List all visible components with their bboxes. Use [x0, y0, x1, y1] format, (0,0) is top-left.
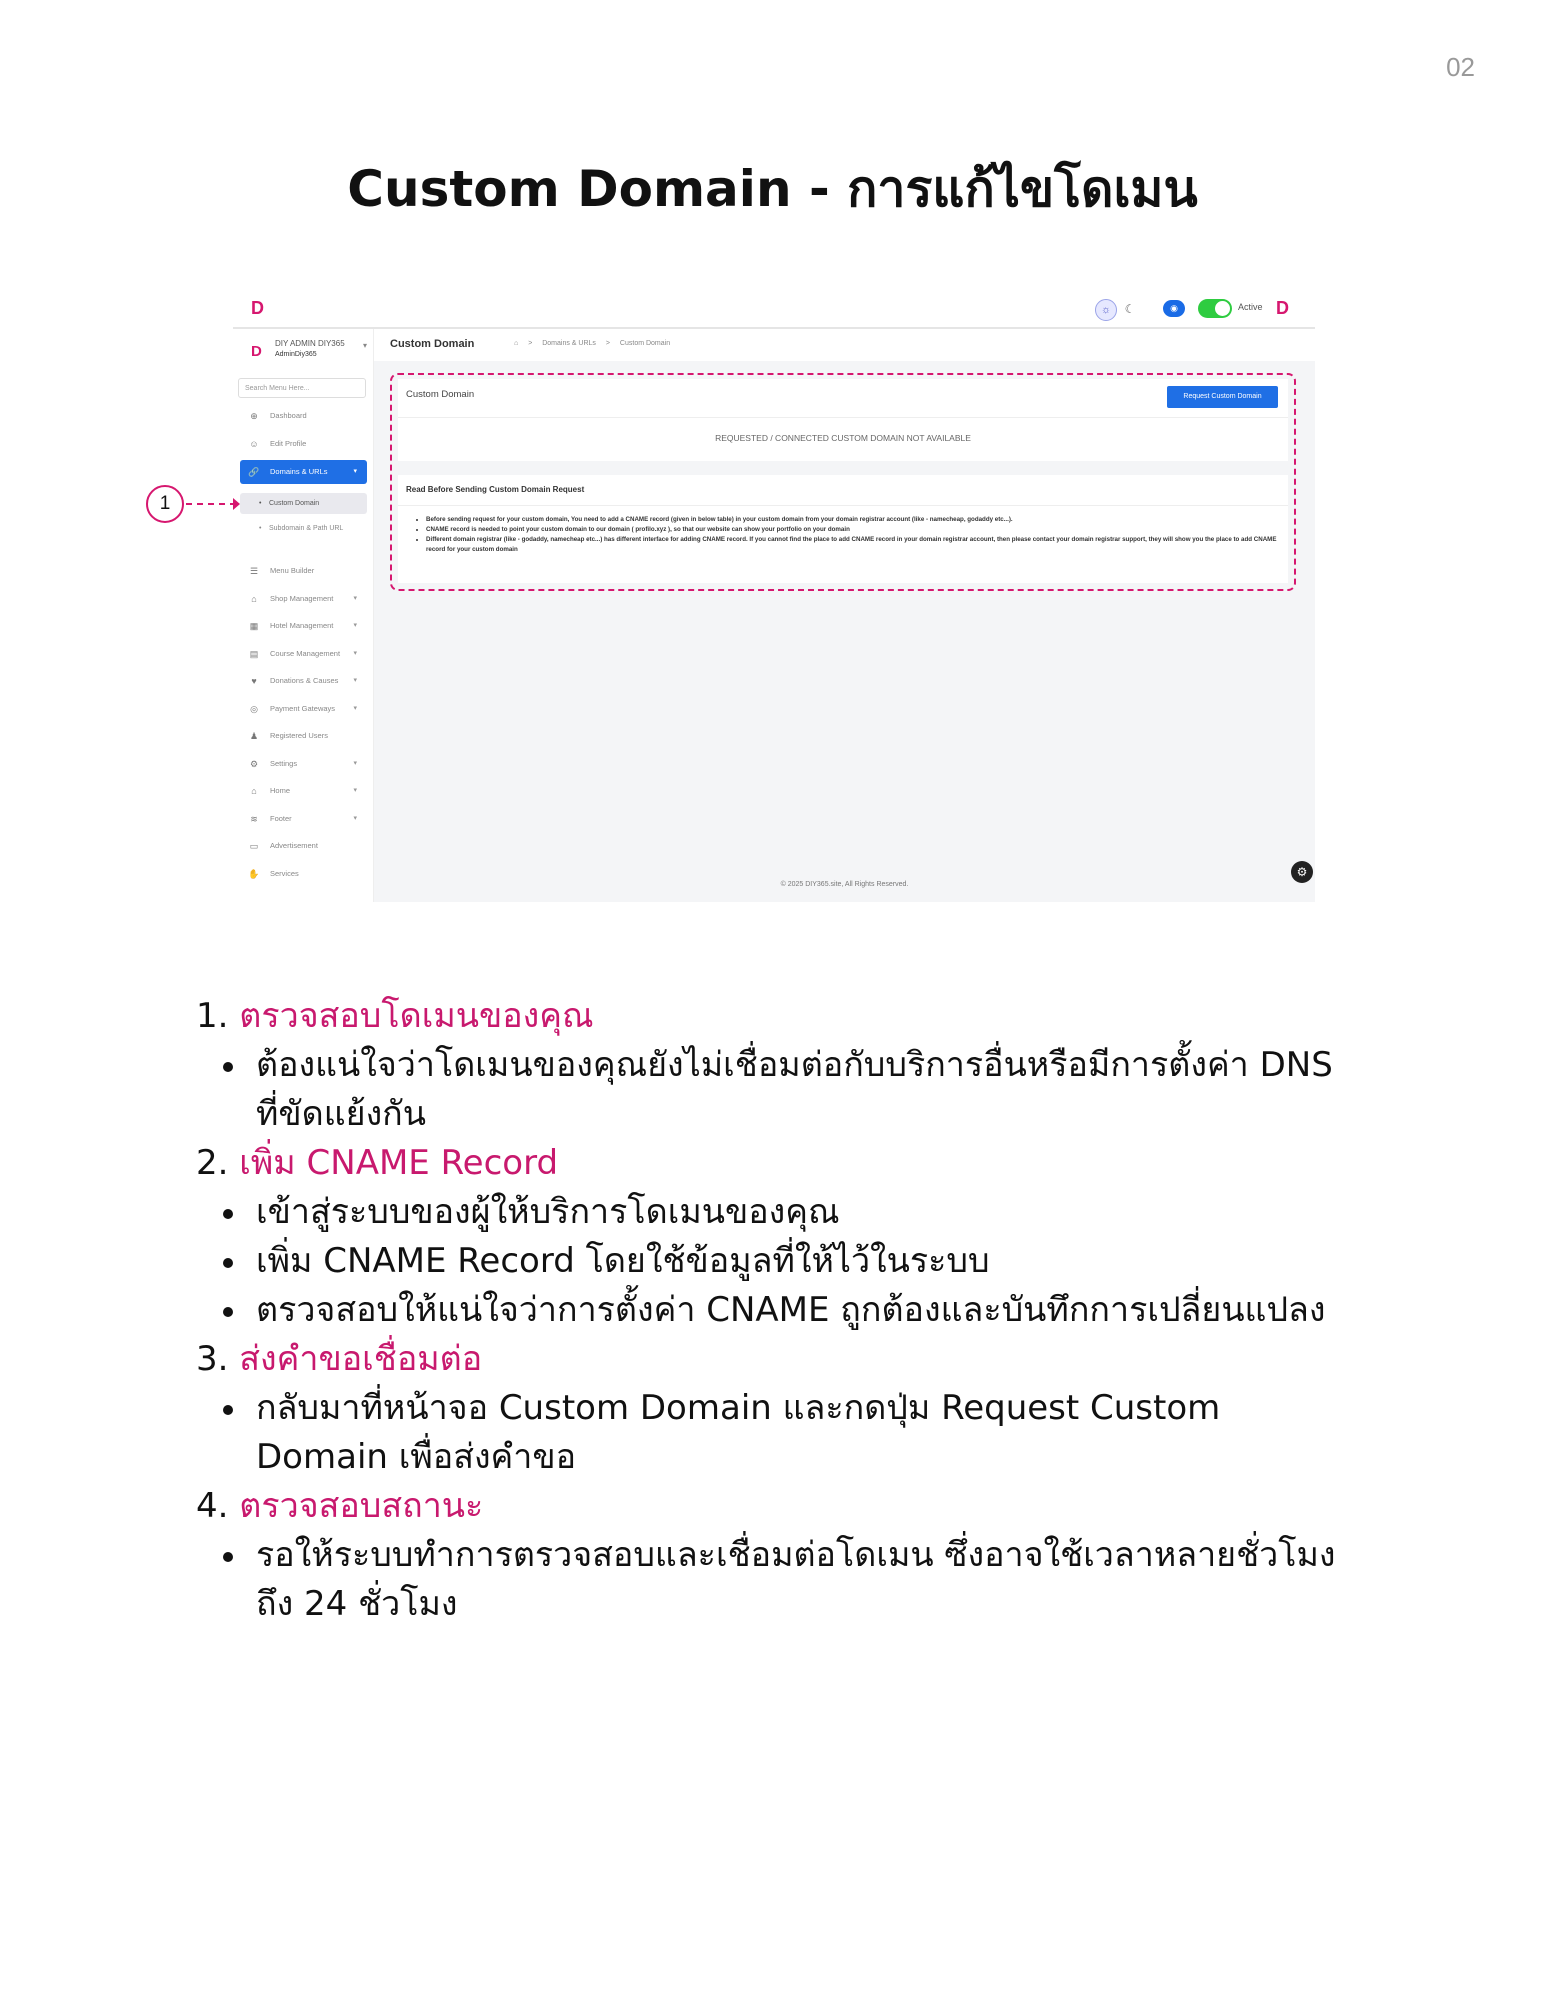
sidebar-item-label: Registered Users — [270, 731, 328, 740]
step-bullet: ตรวจสอบให้แน่ใจว่าการตั้งค่า CNAME ถูกต้องและบันทึกการเปลี่ยนแปลง — [196, 1286, 1356, 1335]
sidebar-item-label: Shop Management — [270, 594, 334, 603]
dashboard-icon: ⊕ — [250, 411, 258, 421]
sidebar-item-dashboard[interactable] — [240, 404, 367, 428]
breadcrumb-item: Custom Domain — [619, 340, 671, 347]
user-id: AdminDiy365 — [275, 351, 317, 358]
ad-icon: ▭ — [249, 841, 259, 851]
step-title: ส่งคำขอเชื่อมต่อ — [239, 1339, 483, 1379]
sidebar-item-label: Donations & Causes — [270, 676, 339, 685]
sidebar-item-edit-profile[interactable] — [240, 432, 367, 456]
bullet-icon: • — [259, 525, 262, 532]
sidebar-item-label: Hotel Management — [270, 621, 334, 630]
custom-domain-card — [398, 379, 1288, 461]
users-icon: ♟ — [249, 731, 259, 741]
sidebar-subitem-custom-domain[interactable] — [240, 493, 367, 514]
step-number: 4. — [196, 1486, 229, 1526]
sidebar-item-label: Services — [270, 869, 299, 878]
sidebar-item-course[interactable] — [240, 642, 367, 666]
breadcrumb-separator: > — [528, 340, 533, 347]
sidebar-item-label: Custom Domain — [269, 500, 320, 507]
user-name: DIY ADMIN DIY365 — [275, 339, 345, 348]
main-header — [374, 329, 1315, 361]
step-number: 1. — [196, 996, 229, 1036]
chevron-down-icon: ▾ — [353, 760, 357, 767]
sidebar-search-input[interactable]: Search Menu Here... — [238, 378, 366, 398]
breadcrumb-item[interactable]: Domains & URLs — [542, 340, 596, 347]
admin-screenshot — [233, 289, 1315, 902]
divider — [398, 505, 1288, 506]
divider — [398, 417, 1288, 418]
sidebar-item-registered-users[interactable] — [240, 724, 367, 748]
sidebar-item-label: Home — [270, 786, 291, 795]
chevron-down-icon: ▾ — [353, 622, 357, 629]
copyright-footer: © 2025 DIY365.site, All Rights Reserved. — [780, 881, 909, 888]
profile-icon: ☺ — [249, 439, 259, 449]
payment-icon: ◎ — [250, 704, 258, 714]
sidebar-item-label: Subdomain & Path URL — [269, 525, 344, 532]
main-content — [374, 329, 1315, 902]
step-number: 3. — [196, 1339, 229, 1379]
menu-icon: ☰ — [249, 566, 259, 576]
sidebar-item-domains-urls[interactable] — [240, 460, 367, 484]
step-bullet: เพิ่ม CNAME Record โดยใช้ข้อมูลที่ให้ไว้ในระบบ — [196, 1237, 1356, 1286]
breadcrumb-separator: > — [605, 340, 610, 347]
gear-icon: ⚙ — [249, 759, 259, 769]
sidebar-item-donations[interactable] — [240, 669, 367, 693]
sidebar-item-label: Footer — [270, 814, 292, 823]
donation-icon: ♥ — [251, 676, 257, 686]
sidebar-item-home[interactable] — [240, 779, 367, 803]
breadcrumb — [514, 340, 678, 347]
home-icon: ⌂ — [251, 786, 257, 796]
settings-fab-icon[interactable]: ⚙ — [1291, 861, 1313, 883]
card-title: Custom Domain — [406, 389, 475, 400]
sidebar-item-footer[interactable] — [240, 807, 367, 831]
active-toggle[interactable] — [1198, 299, 1232, 318]
read-before-list — [416, 515, 1286, 555]
step-number: 2. — [196, 1143, 229, 1183]
hotel-icon: ▦ — [249, 621, 259, 631]
sidebar-item-label: Menu Builder — [270, 566, 315, 575]
chevron-down-icon: ▾ — [353, 705, 357, 712]
step-heading — [196, 992, 1356, 1041]
home-icon[interactable]: ⌂ — [514, 340, 519, 347]
page-title: Custom Domain - การแก้ไขโดเมน — [347, 160, 1198, 218]
footer-icon: ≋ — [250, 814, 258, 824]
book-icon: ▤ — [249, 649, 259, 659]
step-bullet: กลับมาที่หน้าจอ Custom Domain และกดปุ่ม Request Custom Domain เพื่อส่งคำขอ — [196, 1384, 1356, 1482]
step-heading — [196, 1335, 1356, 1384]
dark-mode-icon[interactable]: ☾ — [1124, 302, 1136, 316]
list-item: • CNAME record is needed to point your custom domain to our domain ( profilo.xyz ), so that our website can show your portfolio on your domain — [426, 525, 1286, 535]
link-icon: 🔗 — [248, 467, 260, 477]
sidebar-item-payment[interactable] — [240, 697, 367, 721]
sidebar-item-advertisement[interactable] — [240, 834, 367, 858]
sidebar-item-hotel[interactable] — [240, 614, 367, 638]
list-item: • Before sending request for your custom domain, You need to add a CNAME record (given in below table) in your custom domain from your domain registrar account (like - namecheap, godaddy etc...). — [426, 515, 1286, 525]
sidebar-subitem-subdomain[interactable] — [240, 518, 367, 539]
sidebar-item-shop[interactable] — [240, 587, 367, 611]
profile-avatar-logo[interactable]: D — [1276, 298, 1289, 318]
chevron-down-icon: ▾ — [353, 595, 357, 602]
chevron-down-icon: ▾ — [353, 815, 357, 822]
step-bullet: รอให้ระบบทำการตรวจสอบและเชื่อมต่อโดเมน ซึ่งอาจใช้เวลาหลายชั่วโมงถึง 24 ชั่วโมง — [196, 1531, 1356, 1629]
sidebar-item-menu-builder[interactable] — [240, 559, 367, 583]
chevron-down-icon: ▾ — [363, 341, 368, 350]
steps-list — [196, 992, 1356, 1629]
request-custom-domain-button[interactable]: Request Custom Domain — [1167, 386, 1278, 408]
sidebar-item-settings[interactable] — [240, 752, 367, 776]
sidebar-item-label: Advertisement — [270, 841, 318, 850]
step-title: ตรวจสอบสถานะ — [239, 1486, 484, 1526]
main-header-title: Custom Domain — [390, 338, 475, 350]
not-available-message: REQUESTED / CONNECTED CUSTOM DOMAIN NOT AVAILABLE — [715, 433, 971, 443]
sidebar-item-services[interactable] — [240, 862, 367, 886]
shop-icon: ⌂ — [251, 594, 257, 604]
active-label: Active — [1238, 302, 1263, 312]
user-logo: D — [251, 343, 262, 360]
sidebar-item-label: Payment Gateways — [270, 704, 336, 713]
light-mode-icon[interactable]: ☼ — [1095, 299, 1117, 321]
list-item: • Different domain registrar (like - godaddy, namecheap etc...) has different interface for adding CNAME record. If you cannot find the place to add CNAME record in your domain registrar account, then please contact your domain registrar support, they will show you the place to add CNAME record for your custom domain — [426, 535, 1286, 555]
step-heading — [196, 1139, 1356, 1188]
sidebar-item-label: Settings — [270, 759, 298, 768]
preview-eye-icon[interactable]: ◉ — [1163, 300, 1185, 317]
callout-line — [186, 503, 236, 505]
sidebar-user[interactable] — [251, 337, 371, 365]
chevron-down-icon: ▾ — [353, 468, 357, 475]
read-before-card — [398, 475, 1288, 583]
step-title: เพิ่ม CNAME Record — [239, 1143, 559, 1183]
sidebar-item-label: Domains & URLs — [270, 467, 328, 476]
chevron-down-icon: ▾ — [353, 650, 357, 657]
step-bullet: เข้าสู่ระบบของผู้ให้บริการโดเมนของคุณ — [196, 1188, 1356, 1237]
step-bullet: ต้องแน่ใจว่าโดเมนของคุณยังไม่เชื่อมต่อกับบริการอื่นหรือมีการตั้งค่า DNS ที่ขัดแย้งกัน — [196, 1041, 1356, 1139]
chevron-down-icon: ▾ — [353, 787, 357, 794]
read-before-title: Read Before Sending Custom Domain Request — [406, 485, 585, 494]
chevron-down-icon: ▾ — [353, 677, 357, 684]
brand-logo[interactable]: D — [251, 298, 264, 318]
sidebar-item-label: Course Management — [270, 649, 341, 658]
toggle-knob — [1215, 301, 1230, 316]
highlight-frame — [390, 373, 1296, 591]
sidebar-item-label: Edit Profile — [270, 439, 307, 448]
sidebar-item-label: Dashboard — [270, 411, 307, 420]
sidebar — [233, 329, 374, 902]
callout-marker: 1 — [146, 485, 184, 523]
page-number: 02 — [1446, 52, 1475, 82]
step-title: ตรวจสอบโดเมนของคุณ — [239, 996, 594, 1036]
callout-arrow-icon — [233, 498, 240, 510]
services-icon: ✋ — [248, 869, 260, 879]
topbar — [233, 289, 1315, 329]
step-heading — [196, 1482, 1356, 1531]
bullet-icon: • — [259, 500, 262, 507]
